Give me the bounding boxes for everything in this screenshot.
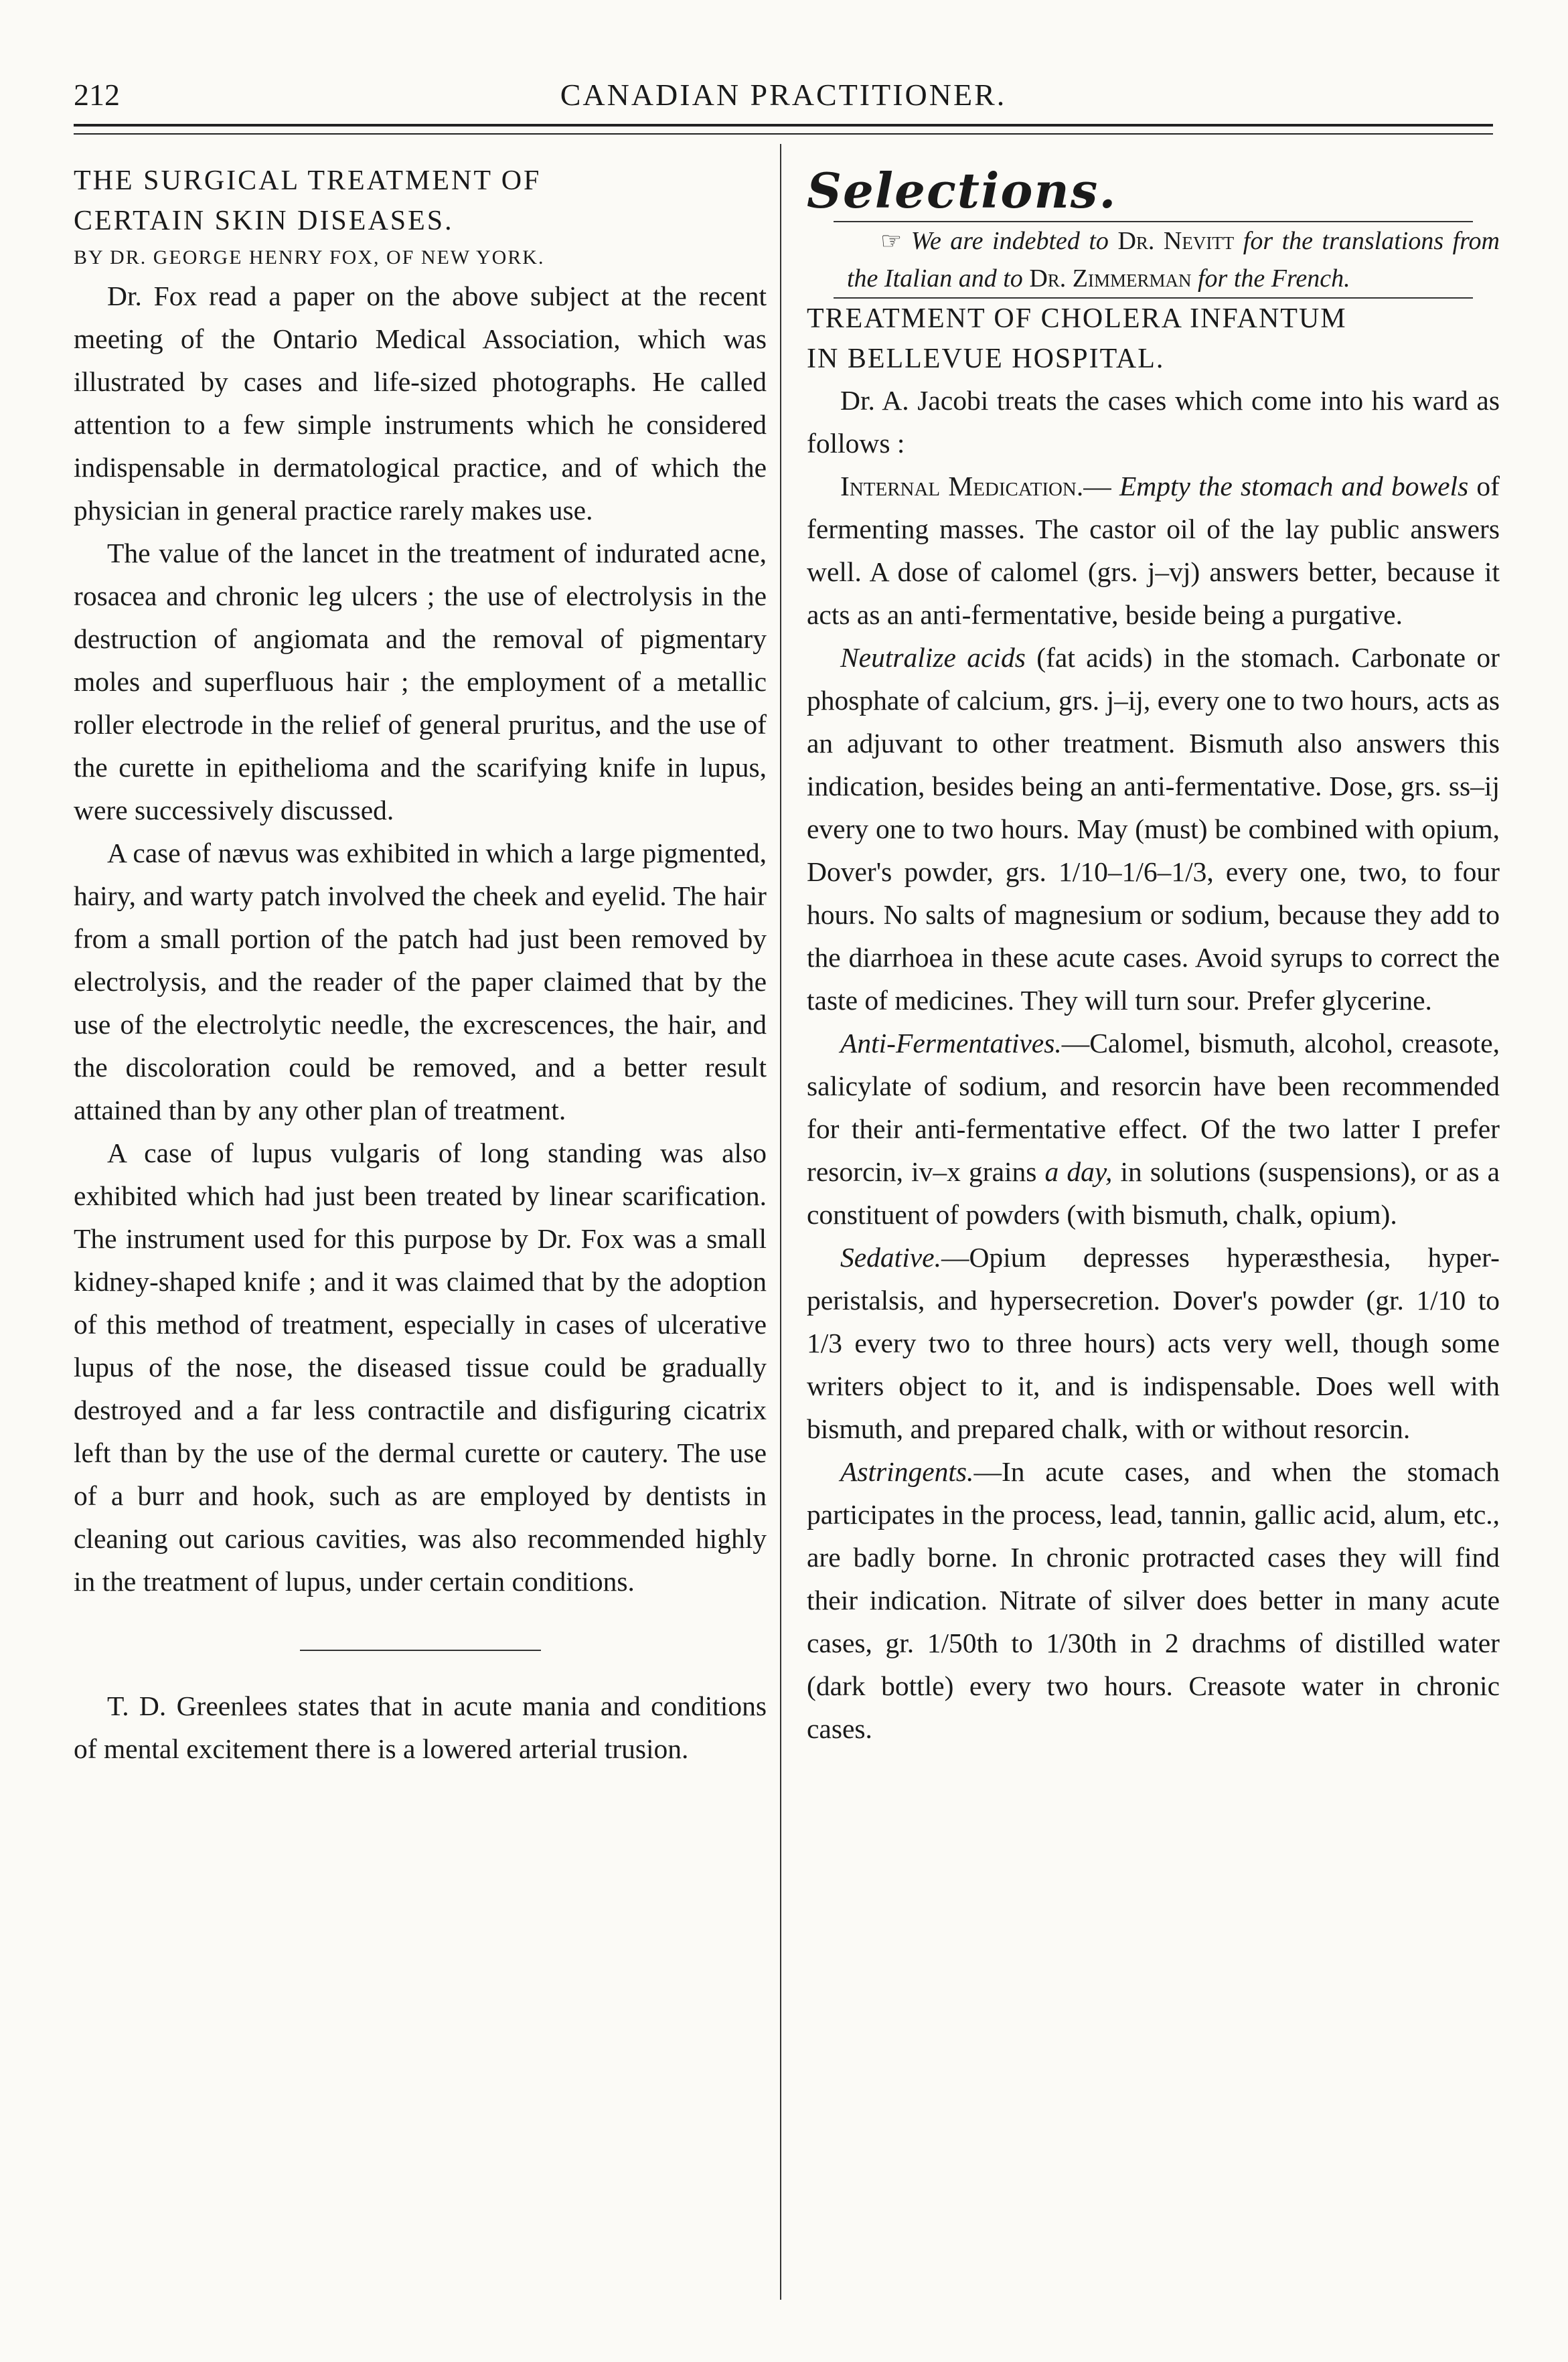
page-number: 212: [74, 78, 120, 112]
paragraph: A case of nævus was exhibited in which a large pigmented, hairy, and warty patch involved the cheek and eyelid. The hair from a small portion of the patch had just been removed by electrolysis, and the reader of the paper claimed that by the use of the electrolytic needle, the excrescences, the hair, and the discoloration could be removed, and a better result attained than by any other plan of treatment.: [74, 838, 767, 1125]
paragraph: Dr. Fox read a paper on the above subject at the recent meeting of the Ontario Medical Association, which was illustrated by cases and life-sized photographs. He called attention to a few simple instruments which he considered indispensable in dermatological practice, and of which the physician in general practice rarely makes use.: [74, 281, 767, 526]
pointing-hand-icon: ☞: [880, 228, 903, 254]
editor-note: ☞ We are indebted to Dr. Nevitt for the translations from the Italian and to Dr. Zimmerman for the French.: [847, 227, 1500, 293]
running-title: CANADIAN PRACTITIONER.: [560, 78, 1007, 112]
paragraph: Anti-Fermentatives.—Calomel, bismuth, alcohol, creasote, salicylate of sodium, and resorcin have been recommended for their anti-fermentative effect. Of the two latter I prefer resorcin, iv–x grains a day, in solutions (suspensions), or as a constituent of powders (with bismuth, chalk, opium).: [807, 1028, 1500, 1230]
paragraph: Neutralize acids (fat acids) in the stomach. Carbonate or phosphate of calcium, grs. j–ij, every one to two hours, acts as an adjuvant to other treatment. Bismuth also answers this indication, besides being an anti-fermentative. Dose, grs. ss–ij every one to two hours. May (must) be combined with opium, Dover's powder, grs. 1/10–1/6–1/3, every one, two, to four hours. No salts of magnesium or sodium, because they add to the diarrhoea in these acute cases. Avoid syrups to correct the taste of medicines. They will turn sour. Prefer glycerine.: [807, 642, 1500, 1016]
paragraph: Sedative.—Opium depresses hyperæsthesia, hyper-peristalsis, and hypersecretion. Dover's powder (gr. 1/10 to 1/3 every two to three hours) acts very well, though some writers object to it, and is indispensable. Does well with bismuth, and prepared chalk, with or without resorcin.: [807, 1242, 1500, 1444]
paragraph: Internal Medication.— Empty the stomach and bowels of fermenting masses. The castor oil of the lay public answers well. A dose of calomel (grs. j–vj) answers better, because it acts as an anti-fermentative, beside being a purgative.: [807, 471, 1500, 630]
paragraph: T. D. Greenlees states that in acute mania and conditions of mental excitement there is a lowered arterial trusion.: [74, 1690, 767, 1764]
right-column: [807, 161, 1500, 1750]
header-rule: [74, 124, 1493, 135]
section-rule: [300, 1650, 541, 1651]
article-byline: BY DR. GEORGE HENRY FOX, OF NEW YORK.: [74, 246, 545, 268]
left-column: [74, 161, 767, 1770]
paragraph: Dr. A. Jacobi treats the cases which come into his ward as follows :: [807, 385, 1500, 459]
page-header: [74, 70, 1493, 117]
column-divider: [780, 144, 781, 2300]
article-title-line2: CERTAIN SKIN DISEASES.: [74, 206, 454, 236]
section-heading: Selections.: [807, 162, 1117, 219]
paragraph: Astringents.—In acute cases, and when the stomach participates in the process, lead, tannin, gallic acid, alum, etc., are badly borne. In chronic protracted cases they will find their indication. Nitrate of silver does better in many acute cases, gr. 1/50th to 1/30th in 2 drachms of distilled water (dark bottle) every two hours. Creasote water in chronic cases.: [807, 1456, 1500, 1744]
paragraph: The value of the lancet in the treatment of indurated acne, rosacea and chronic leg ulcers ; the use of electrolysis in the destruction of angiomata and the removal of pigmentary moles and superfluous hair ; the employment of a metallic roller electrode in the relief of general pruritus, and the use of the curette in epithelioma and the scarifying knife in lupus, were successively discussed.: [74, 538, 767, 825]
paragraph: A case of lupus vulgaris of long standing was also exhibited which had just been treated by linear scarification. The instrument used for this purpose by Dr. Fox was a small kidney-shaped knife ; and it was claimed that by the adoption of this method of treatment, especially in cases of ulcerative lupus of the nose, the diseased tissue could be gradually destroyed and a far less contractile and disfiguring cicatrix left than by the use of the dermal curette or cautery. The use of a burr and hook, such as are employed by dentists in cleaning out carious cavities, was also recommended highly in the treatment of lupus, under certain conditions.: [74, 1137, 767, 1597]
article-title: TREATMENT OF CHOLERA INFANTUM IN BELLEVUE HOSPITAL.: [807, 303, 1347, 374]
article-title-line1: THE SURGICAL TREATMENT OF: [74, 165, 542, 196]
